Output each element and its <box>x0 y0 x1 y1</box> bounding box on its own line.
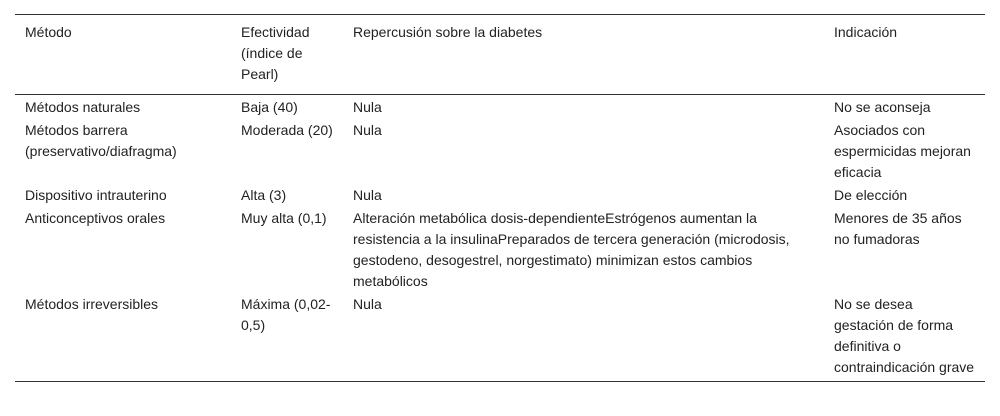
cell-effectiveness: Baja (40) <box>241 99 298 115</box>
cell-method: Dispositivo intrauterino <box>25 187 167 203</box>
cell-method: Métodos barrera (preservativo/diafragma) <box>25 122 177 159</box>
cell-method: Métodos naturales <box>25 99 141 115</box>
cell-method: Métodos irreversibles <box>15 293 231 382</box>
cell-indication: No se aconseja <box>834 99 931 115</box>
table-row <box>15 95 985 120</box>
table-row <box>15 184 985 207</box>
table-header <box>15 15 985 95</box>
header-effectiveness: Efectividad (índice de Pearl) <box>231 15 343 95</box>
table-row <box>15 293 985 382</box>
header-row <box>15 15 985 95</box>
contraception-table-container <box>15 14 985 382</box>
cell-diabetes-impact: Nula <box>353 99 382 115</box>
header-diabetes-impact: Repercusión sobre la diabetes <box>343 15 824 95</box>
cell-diabetes-impact: Nula <box>353 122 382 138</box>
cell-effectiveness: Alta (3) <box>241 187 287 203</box>
header-indication: Indicación <box>824 15 985 95</box>
cell-effectiveness: Moderada (20) <box>241 122 333 138</box>
cell-indication: Menores de 35 años no fumadoras <box>834 210 962 247</box>
cell-diabetes-impact: Nula <box>353 187 382 203</box>
table-body <box>15 95 985 382</box>
cell-indication: Asociados con espermicidas mejoran eficacia <box>834 122 971 180</box>
cell-diabetes-impact: Nula <box>343 293 824 382</box>
header-method: Método <box>15 15 231 95</box>
cell-effectiveness: Muy alta (0,1) <box>241 210 327 226</box>
cell-indication: No se desea gestación de forma definitiva o contraindicación grave <box>824 293 985 382</box>
cell-method: Anticonceptivos orales <box>25 210 166 226</box>
cell-effectiveness: Máxima (0,02-0,5) <box>231 293 343 382</box>
table-row <box>15 119 985 184</box>
table-row <box>15 207 985 293</box>
cell-indication: De elección <box>834 187 908 203</box>
cell-diabetes-impact: Alteración metabólica dosis-dependienteEstrógenos aumentan la resistencia a la insulinaPreparados de tercera generación (microdosis, gestodeno, desogestrel, norgestimato) minimizan estos cambios metabólicos <box>353 210 790 289</box>
contraception-methods-table <box>15 14 985 382</box>
